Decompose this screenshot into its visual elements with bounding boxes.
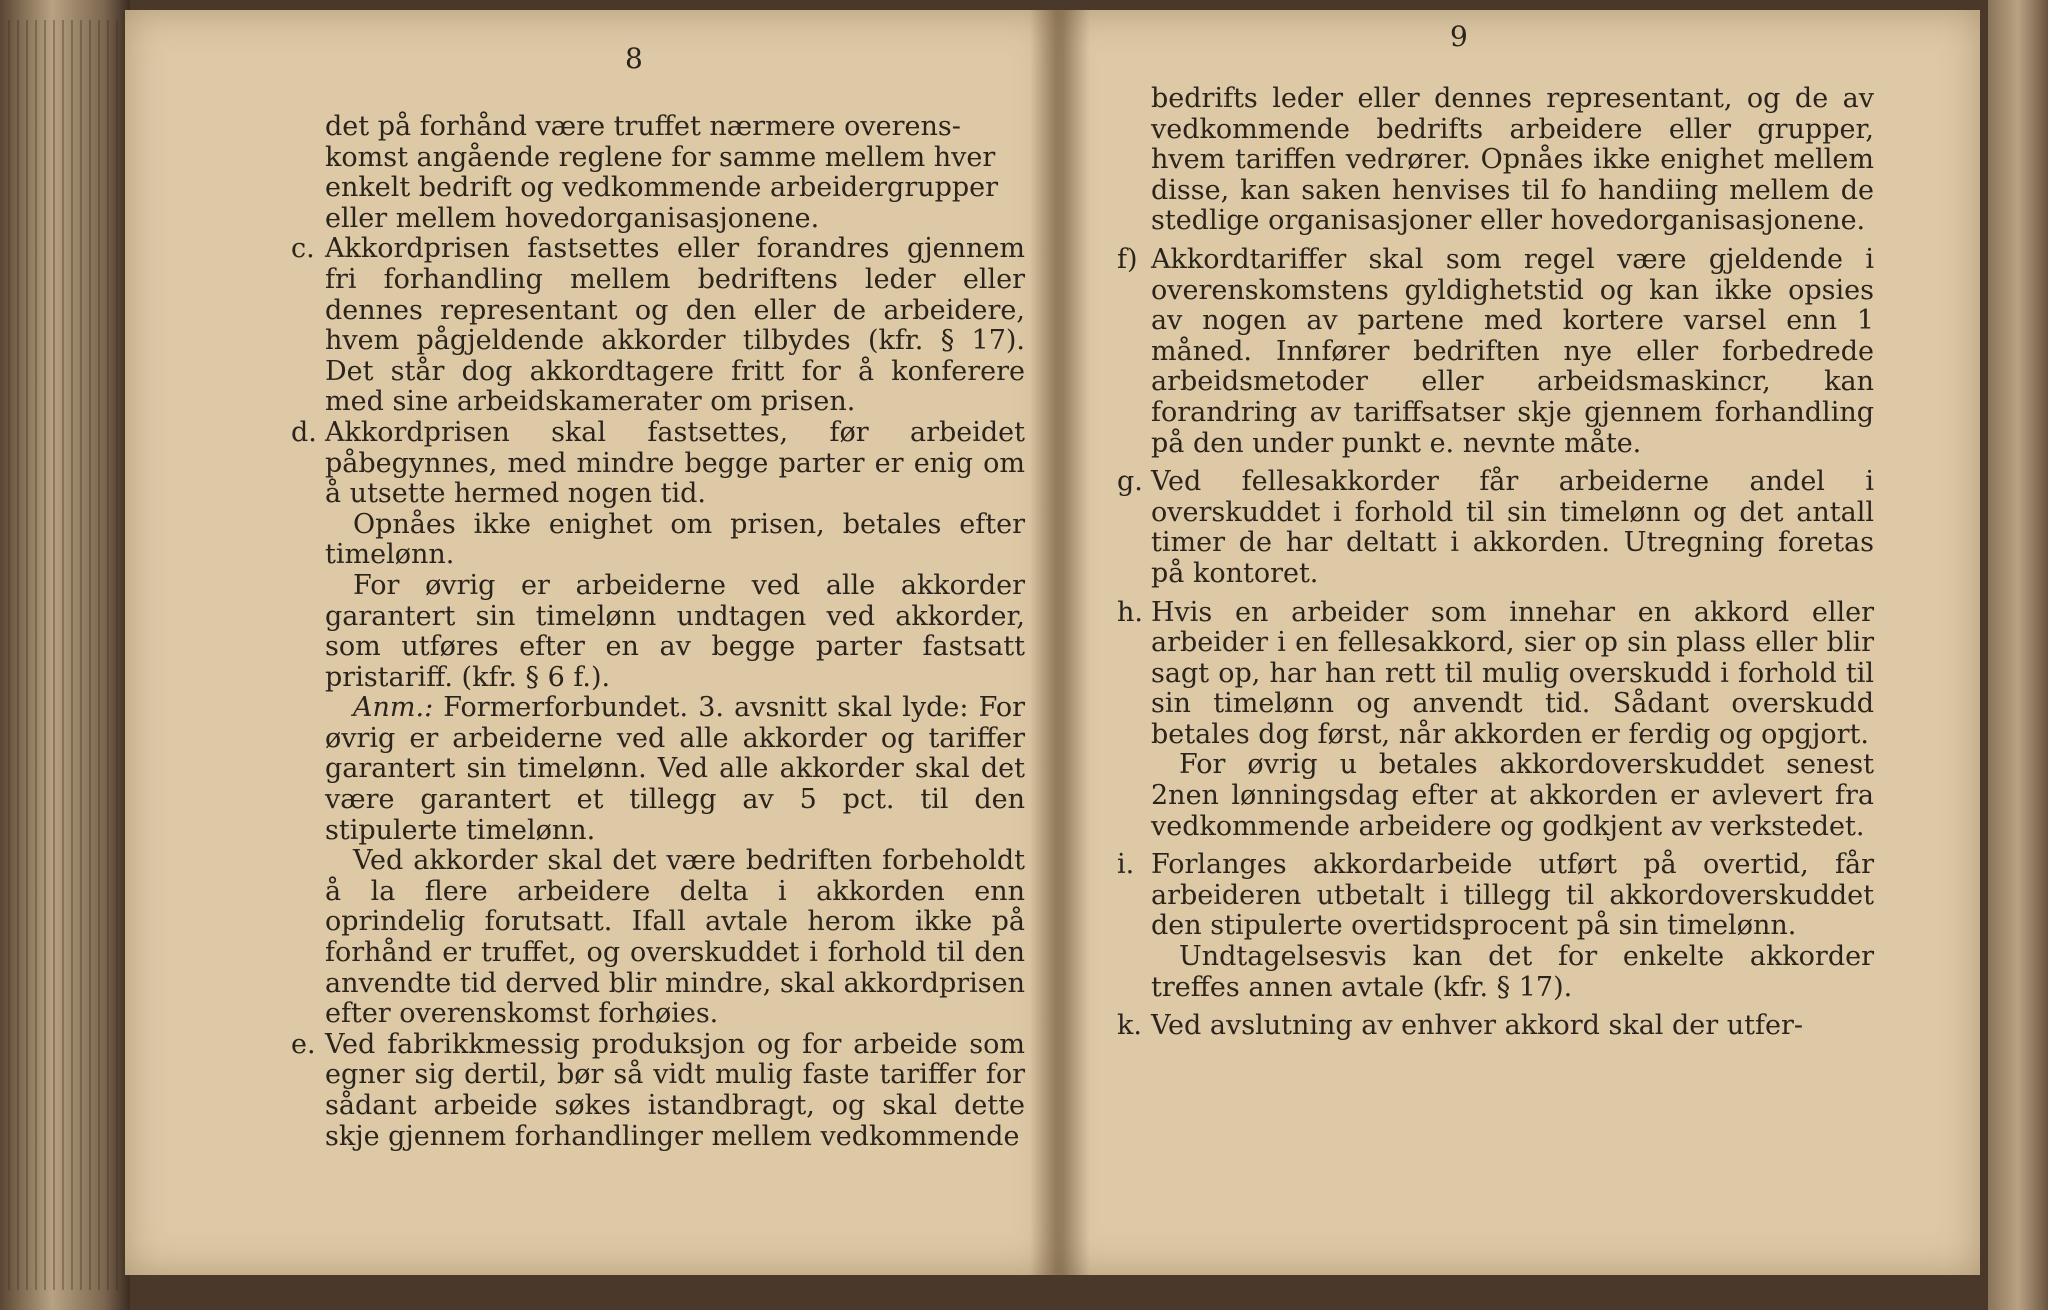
clause-text: Ved avslutning av enhver akkord skal der utfer- <box>1151 1010 1804 1042</box>
right-page <box>1055 10 1980 1275</box>
clause-e <box>291 1028 1025 1152</box>
intro-line-3: enkelt bedrift og vedkommende arbeidergrupper <box>325 172 999 204</box>
continued-paragraph: bedrifts leder eller dennes representant, og de av vedkommende bedrifts arbeidere eller grupper, hvem tariffen vedrører. Opnåes ikke enighet mellem disse, kan saken henvises til fo handiing mellem de stedlige organisasjoner eller hovedorganisasjonene. <box>1151 83 1874 237</box>
clause-text: Akkordtariffer skal som regel være gjeldende i overenskomstens gyldighetstid og kan ikke opsies av nogen av partene med kortere varsel enn 1 måned. Innfører bedriften nye eller forbedrede arbeidsmetoder eller arbeidsmaskincr, kan forandring av tariffsatser skje gjennem forhandling på den under punkt e. nevnte måte. <box>1151 243 1874 459</box>
clause-paragraph: Ved akkorder skal det være bedriften forbeholdt å la flere arbeidere delta i akkorden enn oprindelig forutsatt. Ifall avtale herom ikke på forhånd er truffet, og overskuddet i forhold til den anvendte tid derved blir mindre, skal akkordprisen efter overenskomst forhøies. <box>325 845 1025 1030</box>
clause-paragraph: For øvrig u betales akkordoverskuddet senest 2nen lønningsdag efter at akkorden er avlevert fra vedkommende arbeidere og godkjent av verkstedet. <box>1151 749 1874 842</box>
clause-c <box>291 233 1025 418</box>
book-gutter <box>1030 10 1090 1275</box>
clause-marker: g. <box>1117 466 1143 498</box>
clause-marker: k. <box>1117 1010 1142 1042</box>
page-number: 9 <box>1450 20 1468 53</box>
book-right-edge <box>1988 0 2048 1310</box>
clause-f <box>1117 243 1874 459</box>
clause-d <box>291 416 1025 1030</box>
clause-k <box>1117 1010 1874 1042</box>
clause-g <box>1117 466 1874 589</box>
intro-line-4: eller mellem hovedorganisasjonene. <box>325 202 820 234</box>
annotation-label: Anm.: <box>353 692 434 724</box>
clause-text: Akkordprisen fastsettes eller forandres gjennem fri forhandling mellem bedriftens leder eller dennes representant og den eller de arbeidere, hvem pågjeldende akkorder tilbydes (kfr. § 17). Det står dog akkordtagere fritt for å konferere med sine arbeidskamerater om prisen. <box>325 233 1025 418</box>
annotation-paragraph <box>325 693 1025 846</box>
clause-marker: i. <box>1117 849 1135 881</box>
clause-text: Akkordprisen skal fastsettes, før arbeidet påbegynnes, med mindre begge parter er enig om å utsette hermed nogen tid. <box>325 416 1025 510</box>
page-edge-lines <box>8 20 118 1290</box>
book-page-edges <box>0 0 130 1310</box>
left-page <box>125 10 1055 1275</box>
clause-marker: c. <box>291 233 315 265</box>
clause-h <box>1117 596 1874 843</box>
clause-marker: d. <box>291 416 317 448</box>
clause-marker: e. <box>291 1028 316 1060</box>
clause-text: Ved fellesakkorder får arbeiderne andel i overskuddet i forhold til sin timelønn og det antall timer de har deltatt i akkorden. Utregning foretas på kontoret. <box>1151 466 1874 589</box>
clause-paragraph: Opnåes ikke enighet om prisen, betales efter timelønn. <box>325 508 1025 571</box>
annotation-text: Formerforbundet. 3. avsnitt skal lyde: For øvrig er arbeiderne ved alle akkorder og tariffer garantert sin timelønn. Ved alle akkorder skal det være garantert et tillegg av 5 pct. til den stipulerte timelønn. <box>325 692 1025 846</box>
clause-i <box>1117 849 1874 1003</box>
left-page-text <box>291 111 1025 1152</box>
clause-text: Ved fabrikkmessig produksjon og for arbeide som egner sig dertil, bør så vidt mulig faste tariffer for sådant arbeide søkes istandbragt, og skal dette skje gjennem forhandlinger mellem vedkommende <box>325 1028 1025 1152</box>
right-page-text <box>1117 83 1874 1042</box>
clause-text: Hvis en arbeider som innehar en akkord eller arbeider i en fellesakkord, sier op sin plass eller blir sagt op, har han rett til mulig overskudd i forhold til sin timelønn og anvendt tid. Sådant overskudd betales dog først, når akkorden er ferdig og opgjort. <box>1151 596 1874 750</box>
clause-marker: h. <box>1117 596 1143 628</box>
page-number: 8 <box>625 42 643 75</box>
clause-text: Forlanges akkordarbeide utført på overtid, får arbeideren utbetalt i tillegg til akkordoverskuddet den stipulerte overtidsprocent på sin timelønn. <box>1151 849 1874 942</box>
intro-line-2: komst angående reglene for samme mellem hver <box>325 141 996 173</box>
intro-line-1: det på forhånd være truffet nærmere overens- <box>325 111 961 142</box>
clause-paragraph: Undtagelsesvis kan det for enkelte akkorder treffes annen avtale (kfr. § 17). <box>1151 941 1874 1003</box>
clause-marker: f) <box>1117 243 1138 275</box>
clause-paragraph: For øvrig er arbeiderne ved alle akkorder garantert sin timelønn undtagen ved akkorder, som utføres efter en av begge parter fastsatt pristariff. (kfr. § 6 f.). <box>325 569 1025 693</box>
